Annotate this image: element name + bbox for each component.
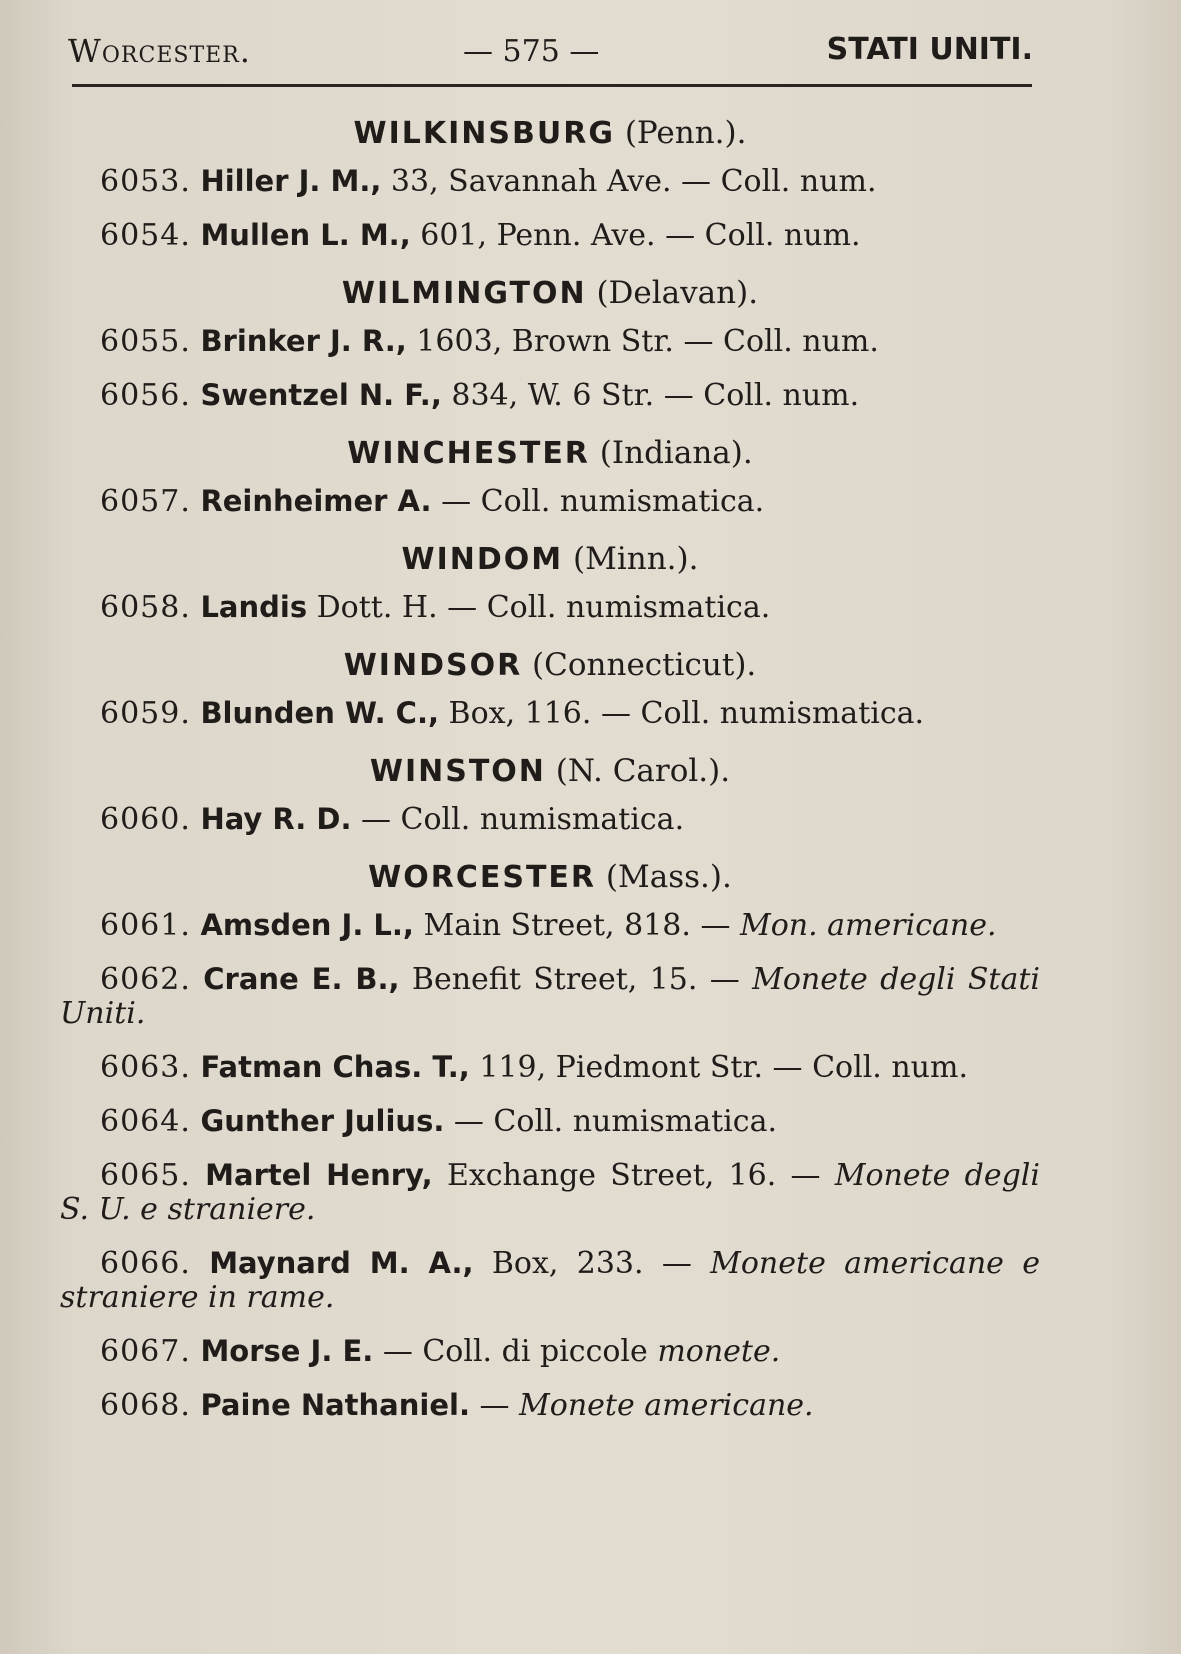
entry-name: Brinker J. R., <box>200 324 407 358</box>
city-name: WINDSOR <box>343 648 523 683</box>
city-heading <box>60 272 1040 314</box>
directory-entry <box>60 218 1040 253</box>
city-region: (Indiana). <box>599 435 753 471</box>
city-name: WILMINGTON <box>341 276 587 311</box>
entry-name: Hiller J. M., <box>200 164 382 198</box>
city-heading <box>60 644 1040 686</box>
city-region: (Connecticut). <box>532 647 757 683</box>
entry-text: — <box>469 1388 520 1423</box>
entry-text: — Coll. numismatica. <box>351 802 685 837</box>
directory-entry <box>60 1334 1040 1369</box>
entry-text: — Coll. di piccole <box>373 1334 658 1369</box>
entry-name: Blunden W. C., <box>200 696 439 730</box>
entry-italic-text: Mon. americane. <box>740 908 997 943</box>
entry-number: 6059. <box>100 696 191 731</box>
running-header <box>68 28 1033 82</box>
entry-name: Morse J. E. <box>200 1334 374 1368</box>
directory-entry <box>60 962 1040 1031</box>
entry-number: 6054. <box>100 218 191 253</box>
entry-name: Hay R. D. <box>200 802 352 836</box>
header-left: Worcester. <box>68 32 251 70</box>
entry-number: 6065. <box>100 1158 191 1193</box>
entry-number: 6068. <box>100 1388 191 1423</box>
directory-entry <box>60 1050 1040 1085</box>
directory-entry <box>60 590 1040 625</box>
entry-text: 601, Penn. Ave. — Coll. num. <box>410 218 861 253</box>
directory-entry <box>60 1388 1040 1423</box>
entry-italic-text: Monete degli Stati Uniti. <box>60 962 1041 1031</box>
header-rule <box>72 84 1032 87</box>
entry-name: Paine Nathaniel. <box>200 1388 470 1422</box>
city-region: (Delavan). <box>596 275 759 311</box>
city-heading <box>60 750 1040 792</box>
entry-italic-text: Monete americane. <box>519 1388 814 1423</box>
entry-text: 834, W. 6 Str. — Coll. num. <box>441 378 860 413</box>
entry-name: Amsden J. L., <box>200 908 414 942</box>
city-name: WORCESTER <box>368 860 597 895</box>
entry-text: Box, 233. — <box>473 1246 711 1281</box>
directory-entry <box>60 164 1040 199</box>
entry-italic-text: Monete americane e straniere in rame. <box>60 1246 1040 1315</box>
city-name: WINCHESTER <box>347 436 590 471</box>
entry-text: Dott. H. — Coll. numismatica. <box>307 590 771 625</box>
entry-number: 6061. <box>100 908 191 943</box>
entry-number: 6067. <box>100 1334 191 1369</box>
city-heading <box>60 856 1040 898</box>
entry-number: 6058. <box>100 590 191 625</box>
city-region: (N. Carol.). <box>555 753 731 789</box>
entry-text: 119, Piedmont Str. — Coll. num. <box>469 1050 968 1085</box>
directory-entry <box>60 484 1040 519</box>
entry-name: Swentzel N. F., <box>200 378 442 412</box>
directory-listing <box>60 104 1040 1442</box>
entry-number: 6055. <box>100 324 191 359</box>
entry-number: 6066. <box>100 1246 191 1281</box>
entry-text: Benefit Street, 15. — <box>399 962 753 997</box>
entry-name: Landis <box>200 590 308 624</box>
entry-number: 6062. <box>100 962 191 997</box>
entry-text: 1603, Brown Str. — Coll. num. <box>406 324 879 359</box>
directory-entry <box>60 696 1040 731</box>
entry-number: 6057. <box>100 484 191 519</box>
entry-name: Reinheimer A. <box>200 484 432 518</box>
entry-name: Maynard M. A., <box>209 1246 474 1280</box>
city-heading <box>60 538 1040 580</box>
entry-number: 6064. <box>100 1104 191 1139</box>
entry-name: Crane E. B., <box>203 962 400 996</box>
entry-text: 33, Savannah Ave. — Coll. num. <box>381 164 877 199</box>
entry-number: 6060. <box>100 802 191 837</box>
entry-number: 6053. <box>100 164 191 199</box>
entry-text: — Coll. numismatica. <box>444 1104 777 1139</box>
entry-number: 6063. <box>100 1050 191 1085</box>
directory-entry <box>60 1158 1040 1227</box>
page-number: — 575 — <box>463 34 600 69</box>
city-name: WINSTON <box>369 754 546 789</box>
directory-entry <box>60 1104 1040 1139</box>
entry-name: Fatman Chas. T., <box>200 1050 470 1084</box>
entry-text: Box, 116. — Coll. numismatica. <box>439 696 925 731</box>
city-region: (Mass.). <box>605 859 732 895</box>
city-region: (Penn.). <box>624 115 747 151</box>
city-heading <box>60 432 1040 474</box>
directory-entry <box>60 1246 1040 1315</box>
entry-text: Exchange Street, 16. — <box>432 1158 835 1193</box>
entry-number: 6056. <box>100 378 191 413</box>
entry-italic-text: monete. <box>657 1334 781 1369</box>
entry-name: Mullen L. M., <box>200 218 411 252</box>
entry-name: Gunther Julius. <box>200 1104 445 1138</box>
entry-italic-text: Monete degli S. U. e straniere. <box>60 1158 1041 1227</box>
city-region: (Minn.). <box>573 541 699 577</box>
directory-entry <box>60 908 1040 943</box>
header-right: STATI UNITI. <box>826 32 1033 67</box>
entry-text: — Coll. numismatica. <box>431 484 765 519</box>
directory-entry <box>60 802 1040 837</box>
city-name: WINDOM <box>401 542 564 577</box>
city-heading <box>60 112 1040 154</box>
entry-text: Main Street, 818. — <box>413 908 740 943</box>
entry-name: Martel Henry, <box>205 1158 433 1192</box>
directory-entry <box>60 378 1040 413</box>
city-name: WILKINSBURG <box>353 116 615 151</box>
directory-entry <box>60 324 1040 359</box>
